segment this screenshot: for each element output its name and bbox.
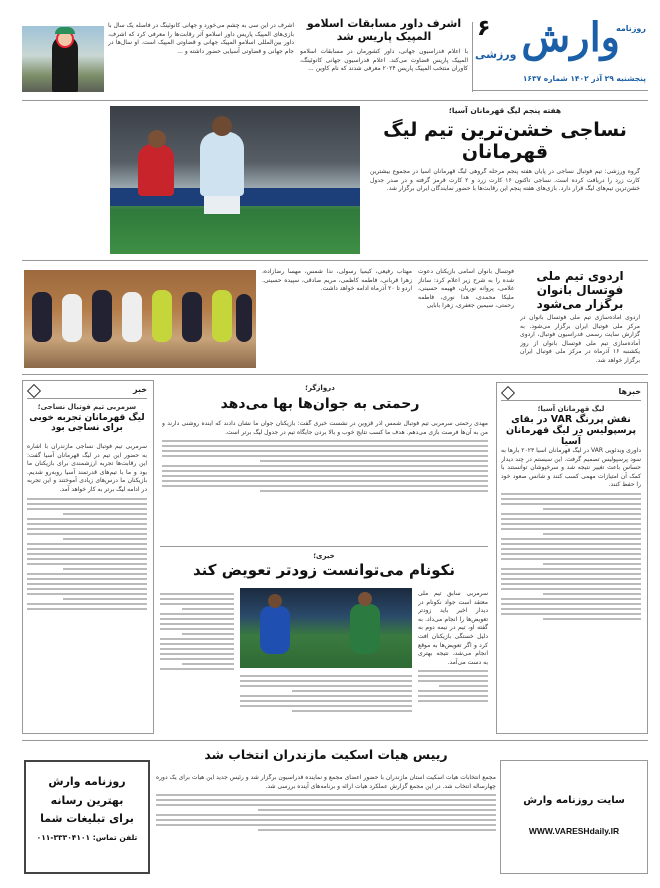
experience-box-title: لیگ قهرمانان تجربه خوبی برای نساجی بود [29, 413, 145, 434]
player-4 [122, 292, 142, 342]
lead-body-text: گروه ورزشی: تیم فوتبال نساجی در پایان هفته پنجم مرحله گروهی لیگ قهرمانان آسیا در مجموع بیشترین کارت زرد را دریافت کرده است. نساجی تاکنون ۱۶ کارت زرد و ۲ کارت قرمز گرفته و در صدر جدول خشن‌ترین تیم‌های لیگ قرار دارد. بازی‌های هفته پنجم این رقابت‌ها با حضور نمایندگان ایران برگزار شد. [370, 168, 640, 193]
ad-line-3: برای تبلیغات شما [40, 812, 134, 826]
referee-photo [22, 26, 104, 92]
futsal-title: اردوی تیم ملی فوتسال بانوان برگزار می‌شود [536, 269, 624, 311]
player-blue-head [268, 594, 282, 608]
masthead-divider [473, 90, 648, 91]
youth-body [162, 420, 488, 540]
section-divider [22, 374, 648, 375]
player-blue [260, 606, 290, 654]
player-white [200, 132, 244, 196]
ad-line-4: تلفن تماس: ۳۳۳۰۴۱۰۱-۰۱۱ [36, 832, 138, 842]
masthead-logo: وارش [521, 14, 620, 61]
diamond-icon [27, 384, 41, 398]
top-story-title: اشرف داور مسابقات اسلامو المپیک پاریس شد [306, 17, 462, 43]
futsal-names-2: مهتاب رفیعی، کیمیا رسولی، ندا شمس، مهسا رضازاده، زهرا قربانی، فاطمه کاظمی، مریم صادقی، سپیده حسینی. اردو تا ۲۰ آذرماه ادامه خواهد داشت. [262, 268, 412, 293]
lead-photo [110, 106, 360, 254]
news-box-text: داوری ویدئویی VAR در لیگ قهرمانان آسیا ۲۰۲۳ بارها به سود پرسپولیس تصمیم گرفت. این سیستم در چند دیدار حساس باعث تغییر نتیجه شد و سرخپوشان توانستند با کمک آن امتیازات مهمی کسب کنند و شانس صعود خود را حفظ کنند. [501, 447, 641, 489]
ad-box [24, 760, 150, 874]
experience-box-header [27, 385, 147, 399]
youth-body-text: مهدی رحمتی سرمربی تیم فوتبال شمس آذر قزوین در نشست خبری گفت: بازیکنان جوان ما نشان دادند که آینده روشنی دارند و من به آن‌ها فرصت بازی می‌دهم. هدف ما کسب نتایج خوب و بالا بردن جایگاه تیم در جدول لیگ برتر است. [162, 420, 488, 436]
player-green-head [358, 592, 372, 606]
site-url[interactable]: WWW.VARESHdaily.IR [528, 825, 620, 836]
nekounam-col-left [160, 590, 234, 734]
player-white-shorts [204, 196, 240, 214]
column-divider [472, 22, 473, 92]
player-red-head [148, 130, 166, 148]
lead-title: نساجی خشن‌ترین تیم لیگ قهرمانان [383, 119, 627, 163]
experience-box-kicker: سرمربی تیم فوتبال نساجی؛ [37, 403, 137, 411]
nekounam-kicker: خبری؛ [313, 552, 335, 560]
news-box [496, 382, 648, 734]
section-divider [22, 260, 648, 261]
news-box-body [501, 447, 641, 729]
news-box-title: نقش پررنگ VAR در بقای پرسپولیس در لیگ قهرمانان آسیا [505, 414, 637, 447]
youth-title: رحمتی به جوان‌ها بها می‌دهد [220, 396, 420, 412]
nekounam-title: نکونام می‌توانست زودتر تعویض کند [192, 561, 456, 579]
futsal-team-photo [24, 270, 256, 368]
experience-box-label: خبر [132, 385, 147, 394]
site-label: سایت روزنامه وارش [523, 795, 625, 806]
news-box-header [501, 387, 641, 401]
player-5 [152, 290, 172, 342]
masthead [473, 14, 648, 100]
youth-kicker: دروازگر؛ [305, 384, 335, 392]
lead-body [370, 168, 640, 252]
logo-prefix: روزنامه [616, 24, 646, 33]
site-box [500, 760, 648, 874]
player-red [138, 144, 174, 196]
top-story-caption: اشرف در این سی به چشم می‌خورد و جهانی کانوئینگ در فاصله یک سال با بازی‌های المپیک پاریس داور اسلامو آثر رقابت‌ها را معرفی کرد که اشرف، داور بین‌المللی اسلامو المپیک جهانی و قضاوتی المپیک است. او سال‌ها در جام جهانی و قضاوتی آسیایی حضور داشته و ... [108, 22, 294, 55]
nekounam-photo [240, 588, 412, 668]
ad-line-1: روزنامه وارش [48, 775, 126, 788]
nekounam-col-mid [240, 672, 412, 734]
top-story-body: با اعلام فدراسیون جهانی، داور کشورمان در مسابقات اسلامو المپیک پاریس قضاوت می‌کند. اعلام فدراسیون جهانی کانوئینگ، کاوران منتخب المپیک پاریس ۲۰۲۴ معرفی شدند که نام کاوین ... [300, 48, 468, 73]
experience-box [22, 380, 154, 734]
player-green [350, 604, 380, 654]
ad-line-2: بهترین رسانه [50, 793, 124, 807]
nekounam-body-text: سرمربی سابق تیم ملی معتقد است جواد نکونام در دیدار اخیر باید زودتر تعویض‌ها را انجام می‌داد. به گفته او، تیم در نیمه دوم به دلیل خستگی بازیکنان افت کرد و اگر تعویض‌ها به موقع انجام می‌شد، نتیجه بهتری به دست می‌آمد. [418, 590, 488, 666]
lead-kicker: هفته پنجم لیگ قهرمانان آسیا؛ [448, 106, 562, 115]
section-divider [22, 740, 648, 741]
experience-box-text: سرمربی تیم فوتبال نساجی مازندران با اشاره به حضور این تیم در لیگ قهرمانان آسیا گفت: این رقابت‌ها تجربه ارزشمندی برای بازیکنان ما بود و ما با تیم‌های قدرتمند آسیا روبه‌رو شدیم. بازیکنان ما درس‌های زیادی آموختند و این تجربه در ادامه لیگ برتر به کار خواهد آمد. [27, 443, 147, 493]
player-3 [92, 290, 112, 342]
page-number: ۶ [477, 16, 491, 41]
player-8 [236, 294, 252, 342]
player-6 [182, 292, 202, 342]
section-label: ورزشی [475, 48, 517, 61]
player-white-head [212, 116, 232, 136]
section-divider [22, 100, 648, 101]
nekounam-col-right [418, 590, 488, 734]
futsal-names-1: فوتسال بانوان اسامی بازیکنان دعوت شده را به شرح زیر اعلام کرد: ساناز غلامی، پروانه نوریان، فهیمه حسینی، ملیکا محمدی، هدا نوری، فاطمه رحمتی، سیمین جعفری، زهرا بابایی [418, 268, 514, 310]
mazandaran-body [156, 774, 496, 874]
top-story [300, 18, 468, 98]
mazandaran-body-text: مجمع انتخابات هیات اسکیت استان مازندران با حضور اعضای مجمع و نماینده فدراسیون برگزار شد و رئیس جدید این هیات برای یک دوره چهارساله انتخاب شد. در این مجمع گزارش عملکرد هیات ارائه و برنامه‌های آینده بررسی شد. [156, 774, 496, 790]
issue-line: پنجشنبه ۲۹ آذر ۱۴۰۲ شماره ۱۶۳۷ [522, 74, 646, 83]
mazandaran-title: رییس هیات اسکیت مازندران انتخاب شد [204, 747, 448, 762]
player-7 [212, 290, 232, 342]
diamond-icon [501, 386, 515, 400]
futsal-body: اردوی آماده‌سازی تیم ملی فوتسال بانوان در مرکز ملی فوتبال ایران برگزار می‌شود. به گزارش سایت رسمی فدراسیون فوتبال، اردوی آماده‌سازی تیم ملی فوتسال بانوان از روز یکشنبه ۱۶ آذرماه در مرکز ملی فوتبال ایران برگزار خواهد شد. [520, 314, 640, 364]
player-1 [32, 292, 52, 342]
player-2 [62, 294, 82, 342]
experience-box-body [27, 443, 147, 729]
news-box-kicker: لیگ قهرمانان آسیا؛ [537, 405, 605, 413]
referee-cap [55, 27, 75, 34]
section-divider [160, 546, 488, 547]
news-box-label: خبرها [618, 387, 641, 396]
